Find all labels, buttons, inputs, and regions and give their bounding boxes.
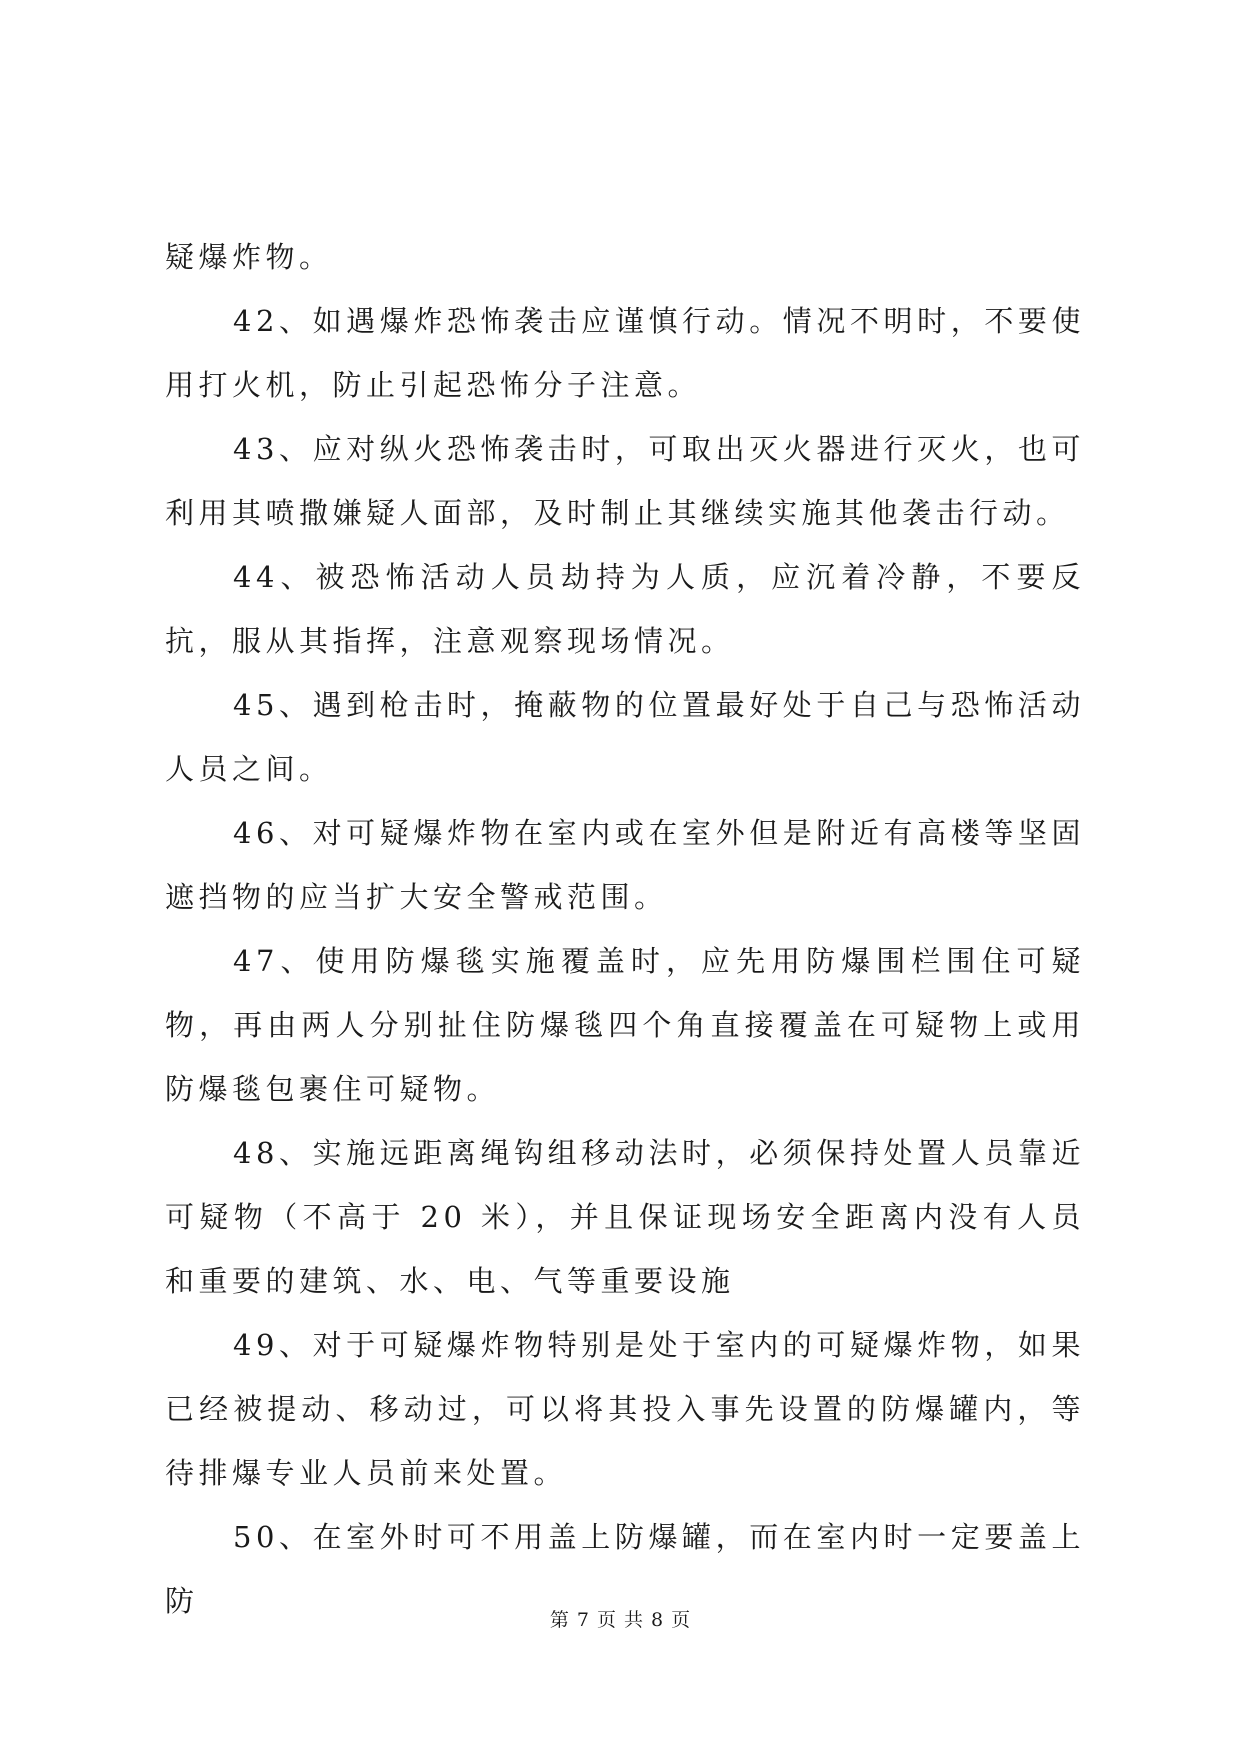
- paragraph-item-42: 42、如遇爆炸恐怖袭击应谨慎行动。情况不明时，不要使用打火机，防止引起恐怖分子注意。: [165, 304, 1085, 402]
- body-text: [165, 225, 1085, 1633]
- paragraph-item-47: 47、使用防爆毯实施覆盖时，应先用防爆围栏围住可疑物，再由两人分别扯住防爆毯四个角直接覆盖在可疑物上或用防爆毯包裹住可疑物。: [165, 944, 1085, 1106]
- paragraph-item-49: 49、对于可疑爆炸物特别是处于室内的可疑爆炸物，如果已经被提动、移动过，可以将其投入事先设置的防爆罐内，等待排爆专业人员前来处置。: [165, 1328, 1085, 1490]
- paragraph-item-48: 48、实施远距离绳钩组移动法时，必须保持处置人员靠近可疑物（不高于 20 米），并且保证现场安全距离内没有人员和重要的建筑、水、电、气等重要设施: [165, 1136, 1085, 1298]
- paragraph-continuation: 疑爆炸物。: [165, 240, 333, 274]
- paragraph-item-46: 46、对可疑爆炸物在室内或在室外但是附近有高楼等坚固遮挡物的应当扩大安全警戒范围。: [165, 816, 1085, 914]
- page-number-label: 第 7 页 共 8 页: [549, 1609, 692, 1631]
- paragraph-item-45: 45、遇到枪击时，掩蔽物的位置最好处于自己与恐怖活动人员之间。: [165, 688, 1085, 786]
- page-footer: [0, 1605, 1241, 1632]
- paragraph-item-43: 43、应对纵火恐怖袭击时，可取出灭火器进行灭火，也可利用其喷撒嫌疑人面部，及时制止其继续实施其他袭击行动。: [165, 432, 1085, 530]
- paragraph-item-50: 50、在室外时可不用盖上防爆罐，而在室内时一定要盖上防: [165, 1520, 1085, 1618]
- paragraph-item-44: 44、被恐怖活动人员劫持为人质，应沉着冷静，不要反抗，服从其指挥，注意观察现场情况。: [165, 560, 1085, 658]
